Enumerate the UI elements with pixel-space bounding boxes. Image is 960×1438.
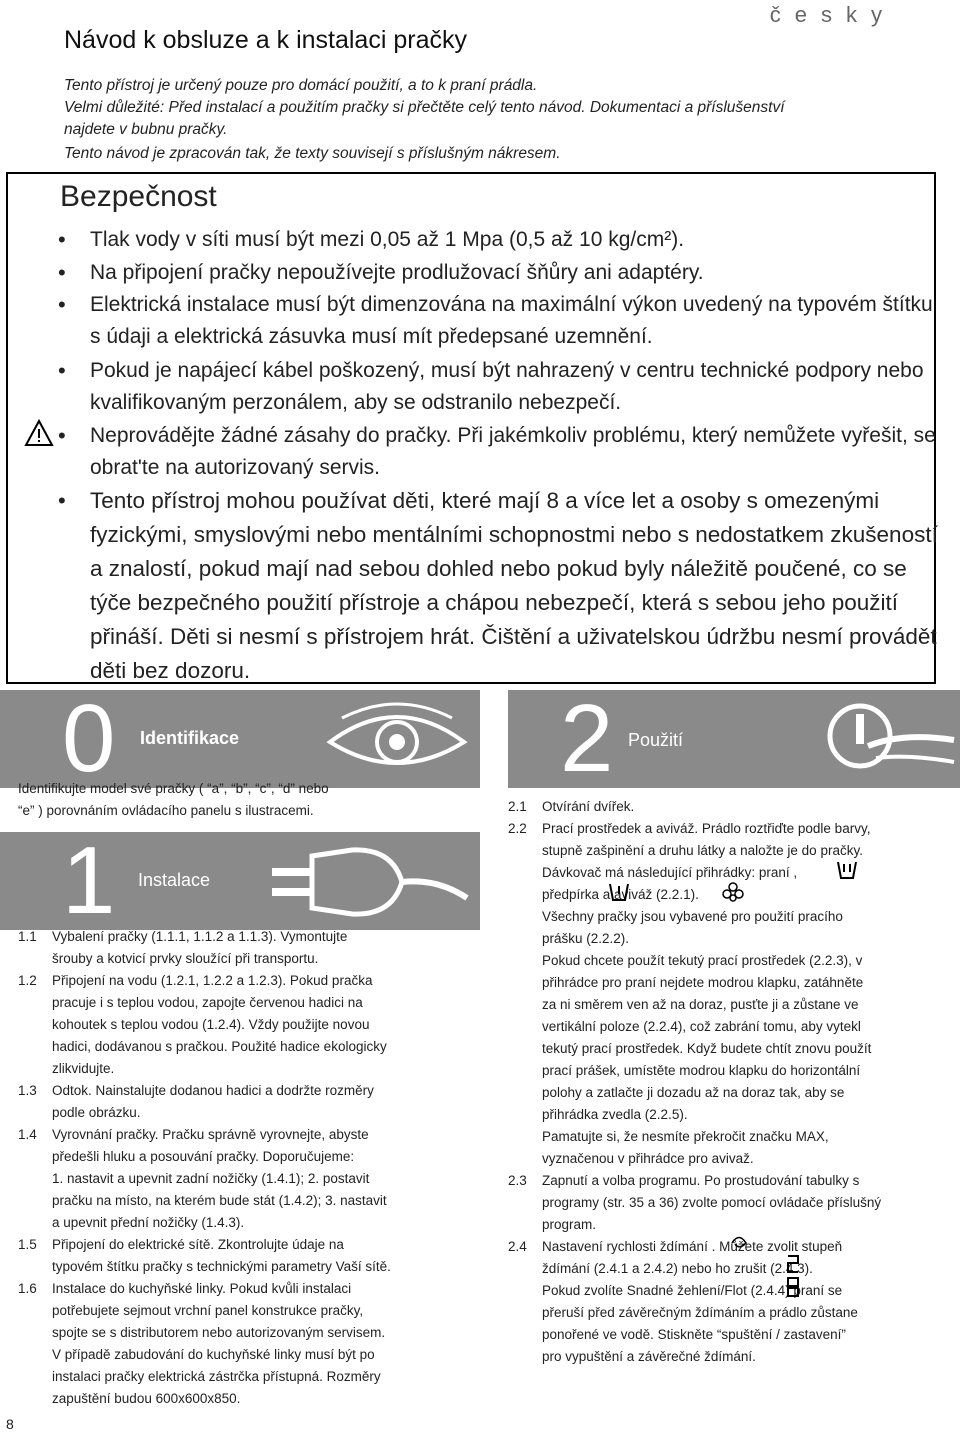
intro-line: Velmi důležité: Před instalací a použitím pračky si přečtěte celý tento návod. Dokumentaci a příslušenství xyxy=(64,99,785,116)
list-item: 2.1 Otvírání dvířek. xyxy=(508,799,635,814)
page-number: 8 xyxy=(6,1416,14,1432)
page-title: Návod k obsluze a k instalaci pračky xyxy=(64,26,467,54)
warning-icon xyxy=(24,419,54,447)
safety-title: Bezpečnost xyxy=(60,180,217,213)
safety-bullet: • Tento přístroj mohou používat děti, které mají 8 a více let a osoby s omezenými fyzickými, smyslovými nebo mentálními schopnostmi nebo s nedostatkem zkušeností a znalostí, pokud mají nad sebou dohled nebo pokud byly náležitě poučené, co se týče bezpečného použití přístroje a chápou nebezpečí, která s sebou jeho použití přináší. Děti si nesmí s přístrojem hrát. Čištění a uživatelskou údržbu nesmí provádět děti bez dozoru. xyxy=(58,488,938,683)
plug-icon xyxy=(262,838,474,924)
no-spin-icon xyxy=(786,1254,800,1274)
section-label: Instalace xyxy=(138,870,211,890)
prewash-compartment-icon xyxy=(608,882,630,902)
list-item: 1.5 Připojení do elektrické sítě. Zkontrolujte údaje na typovém štítku pračky s technickými parametry Vaší sítě. xyxy=(18,1237,391,1274)
list-item: 2.3 Zapnutí a volba programu. Po prostudování tabulky s programy (str. 35 a 36) zvolte pomocí ovládače příslušný program. xyxy=(508,1173,882,1232)
safety-bullet: • Elektrická instalace musí být dimenzována na maximální výkon uvedený na typovém štítku s údaji a elektrická zásuvka musí mít předepsané uzemnění. xyxy=(58,292,933,348)
spin-icon xyxy=(730,1234,748,1250)
language-label: česky xyxy=(769,2,896,27)
intro-line: Tento návod je zpracován tak, že texty souvisejí s příslušným nákresem. xyxy=(64,145,561,162)
softener-compartment-icon xyxy=(722,882,744,902)
list-item: 1.6 Instalace do kuchyňské linky. Pokud kvůli instalaci potřebujete sejmout vrchní panel konstrukce pračky, spojte se s distributorem nebo autorizovaným servisem. V případě zabudování do kuchyňské linky musí být po instalaci pračky elektrická zástrčka přístupná. Rozměry zapuštění budou 600x600x850. xyxy=(18,1281,386,1406)
rinse-hold-icon xyxy=(786,1276,800,1298)
safety-bullet: • Neprovádějte žádné zásahy do pračky. Při jakémkoliv problému, který nemůžete vyřešit, se obrat'te na autorizovaný servis. xyxy=(58,423,936,479)
list-item: 2.2 Prací prostředek a aviváž. Prádlo roztřiďte podle barvy, stupně zašpinění a druhu látky a naložte je do pračky. Dávkovač má následující přihrádky: praní , předpírka a aviváž (2.2.1). Všechny pračky jsou vybavené pro použití pracího prášku (2.2.2). Pokud chcete použít tekutý prací prostředek (2.2.3), v přihrádce pro praní nejdete modrou klapku, zatáhněte za ni směrem ven až na doraz, pusťte ji a zůstane ve vertikální poloze (2.2.4), což zabrání tomu, aby vytekl tekutý prací prostředek. Když budete chtít znovu použít prací prášek, umístěte modrou klapku do horizontální polohy a zatlačte ji dozadu až na doraz tak, aby se přihrádka zvedla (2.2.5). Pamatujte si, že nesmíte překročit značku MAX, vyznačenou v přihrádce pro avivaž. xyxy=(508,821,872,1166)
eye-icon xyxy=(322,698,472,780)
section-number: 1 xyxy=(62,827,116,934)
section-label: Použití xyxy=(628,730,684,750)
section1-banner xyxy=(0,827,480,934)
section-number: 0 xyxy=(62,685,116,792)
identify-line: “e” ) porovnáním ovládacího panelu s ilustracemi. xyxy=(18,803,314,818)
list-item: 1.2 Připojení na vodu (1.2.1, 1.2.2 a 1.2.3). Pokud pračka pracuje i s teplou vodou, zapojte červenou hadici na kohoutek s teplou vodou (1.2.4). Vždy použijte novou hadici, dodávanou s pračkou. Použité hadice ekologicky zlikvidujte. xyxy=(18,973,387,1076)
intro-line: Tento přístroj je určený pouze pro domácí použití, a to k praní prádla. xyxy=(64,77,538,94)
finger-press-icon xyxy=(808,696,956,782)
safety-bullet: • Tlak vody v síti musí být mezi 0,05 až 1 Mpa (0,5 až 10 kg/cm²). xyxy=(58,227,685,252)
list-item: 1.4 Vyrovnání pračky. Pračku správně vyrovnejte, abyste předešli hluku a posouvání pračky. Doporučujeme: 1. nastavit a upevnit zadní nožičky (1.4.1); 2. postavit pračku na místo, na kterém bude stát (1.4.2); 3. nastavit a upevnit přední nožičky (1.4.3). xyxy=(18,1127,387,1230)
wash-compartment-icon xyxy=(836,860,858,880)
identify-line: Identifikujte model své pračky ( “a”, “b”, “c”, “d” nebo xyxy=(18,781,329,796)
section-label: Identifikace xyxy=(140,728,240,748)
list-item: 2.4 Nastavení rychlosti ždímání . Můžete zvolit stupeň ždímání (2.4.1 a 2.4.2) nebo ho zrušit (2.4.3). Pokud zvolíte Snadné žehlení/Flot (2.4.4) praní se přeruší před závěrečným ždímáním a prádlo zůstane ponořené ve vodě. Stiskněte “spuštění / zastavení” pro vypuštění a závěrečné ždímání. xyxy=(508,1239,858,1364)
safety-bullet: • Pokud je napájecí kábel poškozený, musí být nahrazený v centru technické podpory nebo kvalifikovaným perzonálem, aby se odstranilo nebezpečí. xyxy=(58,358,924,414)
section2-banner xyxy=(508,685,960,792)
intro-line: najdete v bubnu pračky. xyxy=(64,121,228,138)
list-item: 1.1 Vybalení pračky (1.1.1, 1.1.2 a 1.1.3). Vymontujte šrouby a kotvicí prvky sloužící při transportu. xyxy=(18,929,348,966)
list-item: 1.3 Odtok. Nainstalujte dodanou hadici a dodržte rozměry podle obrázku. xyxy=(18,1083,374,1120)
safety-bullet: • Na připojení pračky nepoužívejte prodlužovací šňůry ani adaptéry. xyxy=(58,260,704,285)
section-number: 2 xyxy=(560,685,614,792)
section1-items xyxy=(18,926,468,1410)
